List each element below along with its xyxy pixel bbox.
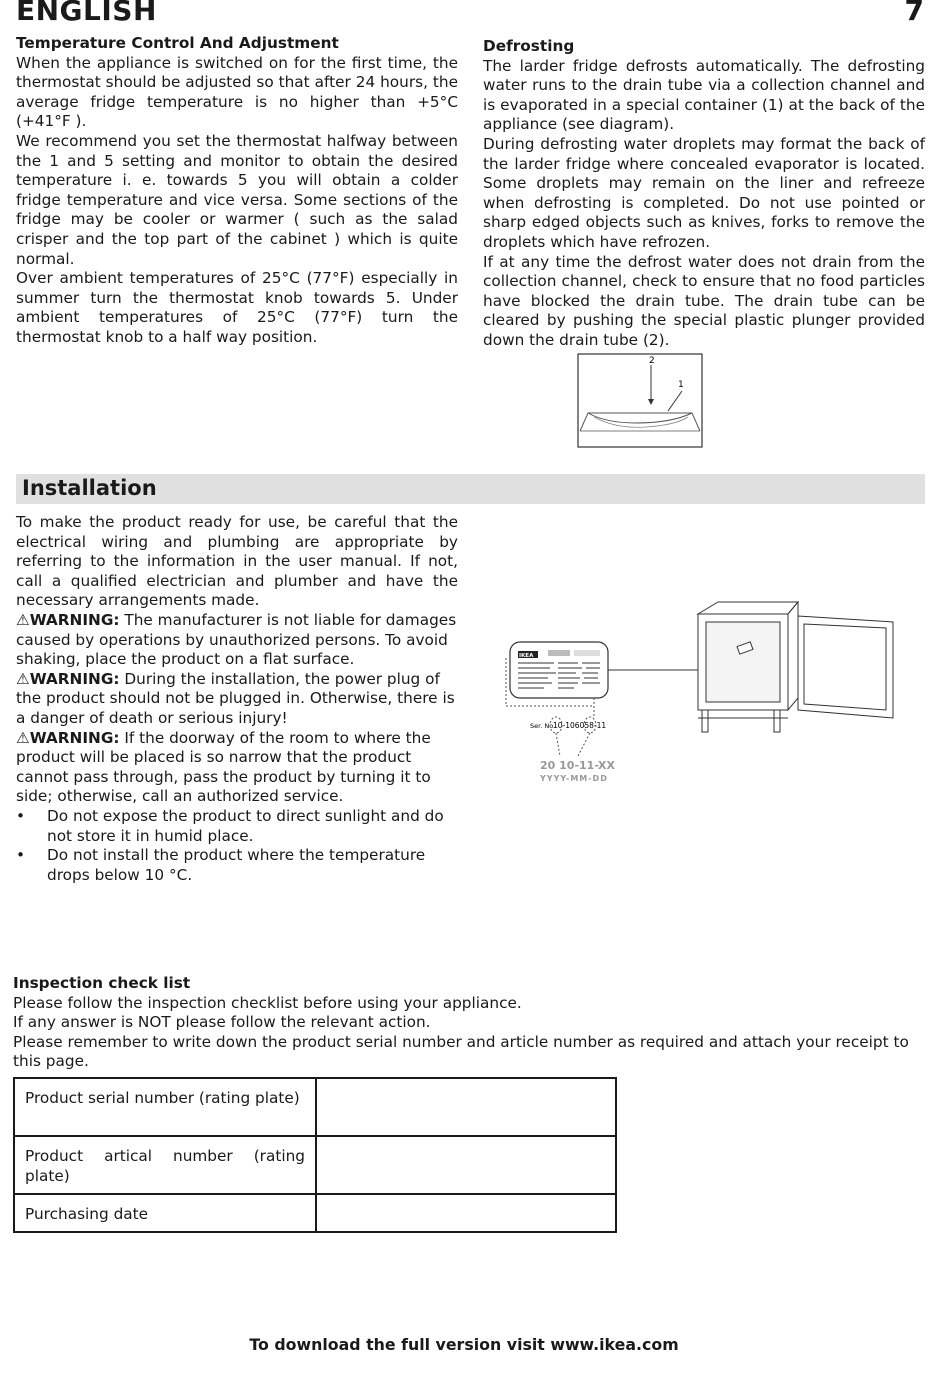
inspection-line: Please remember to write down the product serial number and article number as required and attach your receipt to this page. [13,1032,909,1071]
table-row [14,1194,616,1232]
serial-value: 10-106058-11 [553,721,607,730]
warning-text: If the doorway of the room to where the product will be placed is so narrow that the product cannot pass through, pass the product by turning it to side; otherwise, call an authorized service. [16,728,431,806]
list-item: • Do not install the product where the temperature drops below 10 °C. [16,846,458,885]
warning-text: During the installation, the power plug of the product should not be plugged in. Otherwise, there is a danger of death or serious injury! [16,669,455,727]
temperature-section [16,34,458,348]
row-label: Product artical number (rating plate) [14,1136,316,1194]
rating-plate-diagram [498,598,923,790]
page-number: 7 [904,0,924,27]
warning-icon: ⚠ [16,728,30,747]
footer-download-note: To download the full version visit www.ikea.com [249,1335,679,1354]
warning-icon: ⚠ [16,610,30,629]
defrosting-paragraph: If at any time the defrost water does not drain from the collection channel, check to ensure that no food particles have blocked the drain tube. The drain tube can be cleared by pushing the special plastic plunger provided down the drain tube (2). [483,252,925,349]
warning-item [16,729,458,807]
installation-title: Installation [22,476,157,500]
warning-icon: ⚠ [16,669,30,688]
date-sample: 20 10-11-XX [540,759,615,772]
rating-plate-illustration [506,642,615,783]
fridge-illustration [698,602,893,732]
row-label: Product serial number (rating plate) [14,1078,316,1136]
table-row [14,1136,616,1194]
defrosting-paragraph: During defrosting water droplets may format the back of the larder fridge where concealed evaporator is located. Some droplets may remain on the liner and refreeze when defrosting is completed. Do not use pointed or sharp edged objects such as knives, forks to remove the droplets which have refrozen. [483,134,925,251]
temperature-paragraph: Over ambient temperatures of 25°C (77°F) especially in summer turn the thermostat knob towards 5. Under ambient temperatures of 25°C (77°F) turn the thermostat knob to a half way position. [16,269,458,346]
defrosting-title: Defrosting [483,37,575,55]
defrosting-paragraph: The larder fridge defrosts automatically. The defrosting water runs to the drain tube via a collection channel and is evaporated in a special container (1) at the back of the appliance (see diagram). [483,56,925,134]
installation-header-bar [16,474,925,504]
defrosting-section [483,37,925,351]
installation-bullet-list [16,807,458,885]
warning-label: WARNING: [29,669,120,688]
entry-cell[interactable] [316,1136,616,1194]
inspection-table [13,1077,617,1233]
entry-cell[interactable] [316,1194,616,1232]
language-heading: ENGLISH [16,0,157,27]
table-row [14,1078,616,1136]
warning-label: WARNING: [29,728,120,747]
inspection-line: Please follow the inspection checklist before using your appliance. [13,993,522,1012]
defrost-label-1: 1 [678,380,684,390]
temperature-paragraph: When the appliance is switched on for the first time, the thermostat should be adjusted so that after 24 hours, the average fridge temperature is no higher than +5°C (+41°F ). [16,53,458,131]
installation-intro: To make the product ready for use, be careful that the electrical wiring and plumbing are appropriate by referring to the information in the user manual. If not, call a qualified electrician and plumber and have the necessary arrangements made. [16,513,458,610]
inspection-section [13,974,928,1072]
warning-label: WARNING: [29,610,120,629]
row-label: Purchasing date [14,1194,316,1232]
warning-item [16,611,458,670]
temperature-title: Temperature Control And Adjustment [16,34,339,52]
serial-prefix: Ser. No. [530,722,556,730]
warning-item [16,670,458,729]
date-format: YYYY-MM-DD [540,774,608,783]
temperature-paragraph: We recommend you set the thermostat halfway between the 1 and 5 setting and monitor to obtain the desired temperature i. e. towards 5 you will obtain a colder fridge temperature and vice versa. Some sections of the fridge may be cooler or warmer ( such as the salad crisper and the top part of the cabinet ) which is quite normal. [16,131,458,268]
inspection-line: If any answer is NOT please follow the relevant action. [13,1013,431,1032]
defrost-label-2: 2 [649,356,655,366]
installation-section [16,513,458,885]
warning-text: The manufacturer is not liable for damages caused by operations by unauthorized persons. To avoid shaking, place the product on a flat surface. [16,610,457,669]
brand-logo: IKEA [519,653,534,659]
inspection-title: Inspection check list [13,974,191,992]
list-item: • Do not expose the product to direct sunlight and do not store it in humid place. [16,807,458,846]
entry-cell[interactable] [316,1078,616,1136]
defrost-diagram [576,353,704,451]
